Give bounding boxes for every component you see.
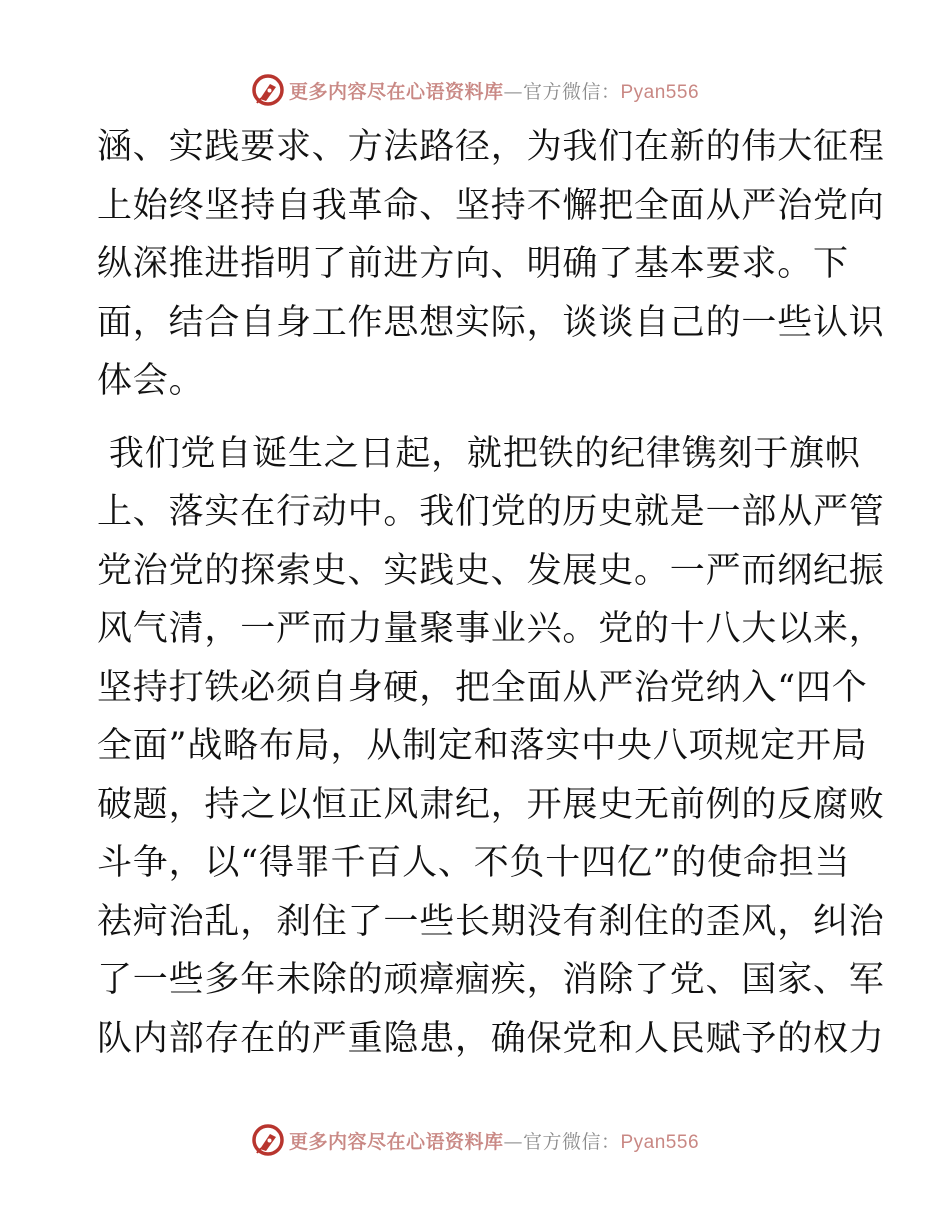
paragraph-1-line: 体会。 xyxy=(97,361,205,401)
header-banner-wechat-id: Pyan556 xyxy=(620,81,700,103)
header-banner-secondary-text: 官方微信： xyxy=(522,80,621,103)
footer-banner xyxy=(0,1120,950,1160)
paragraph-2-line: 全面”战略布局，从制定和落实中央八项规定开局 xyxy=(97,726,868,766)
footer-banner-main-text: 更多内容尽在心语资料库 xyxy=(288,1130,504,1153)
footer-banner-secondary-text: 官方微信： xyxy=(522,1130,621,1153)
paragraph-1-line: 上始终坚持自我革命、坚持不懈把全面从严治党向 xyxy=(97,185,885,226)
paragraph-1-line: 面，结合自身工作思想实际，谈谈自己的一些认识 xyxy=(97,302,885,343)
pen-nib-circle-logo-icon xyxy=(251,1123,285,1157)
footer-banner-text xyxy=(289,1127,699,1154)
paragraph-2-line: 斗争，以“得罪千百人、不负十四亿”的使命担当 xyxy=(97,843,851,883)
header-banner-text xyxy=(289,77,699,104)
paragraph-2-line: 祛疴治乱，刹住了一些长期没有刹住的歪风，纠治 xyxy=(97,901,885,942)
paragraph-1-line: 纵深推进指明了前进方向、明确了基本要求。下 xyxy=(97,244,849,284)
footer-banner-wechat-id: Pyan556 xyxy=(620,1131,700,1153)
paragraph-2 xyxy=(97,425,885,1069)
paragraph-2-line: 队内部存在的严重隐患，确保党和人民赋予的权力 xyxy=(97,1018,885,1059)
footer-banner-dash: — xyxy=(503,1130,523,1153)
pen-nib-circle-logo-icon xyxy=(251,73,285,107)
paragraph-2-line: 坚持打铁必须自身硬，把全面从严治党纳入“四个 xyxy=(97,667,868,708)
paragraph-2-line: 党治党的探索史、实践史、发展史。一严而纲纪振 xyxy=(97,550,885,591)
document-body xyxy=(97,118,885,1068)
paragraph-2-line: 我们党自诞生之日起，就把铁的纪律镌刻于旗帜 xyxy=(97,433,861,474)
paragraph-2-line: 风气清，一严而力量聚事业兴。党的十八大以来， xyxy=(97,609,885,649)
paragraph-2-line: 了一些多年未除的顽瘴痼疾，消除了党、国家、军 xyxy=(97,960,885,1000)
paragraph-2-line: 上、落实在行动中。我们党的历史就是一部从严管 xyxy=(97,492,885,532)
paragraph-1-line: 涵、实践要求、方法路径，为我们在新的伟大征程 xyxy=(97,127,885,167)
header-banner xyxy=(0,70,950,110)
paragraph-1 xyxy=(97,118,885,411)
paragraph-2-line: 破题，持之以恒正风肃纪，开展史无前例的反腐败 xyxy=(97,784,885,825)
header-banner-dash: — xyxy=(503,80,523,103)
header-banner-main-text: 更多内容尽在心语资料库 xyxy=(288,80,504,103)
